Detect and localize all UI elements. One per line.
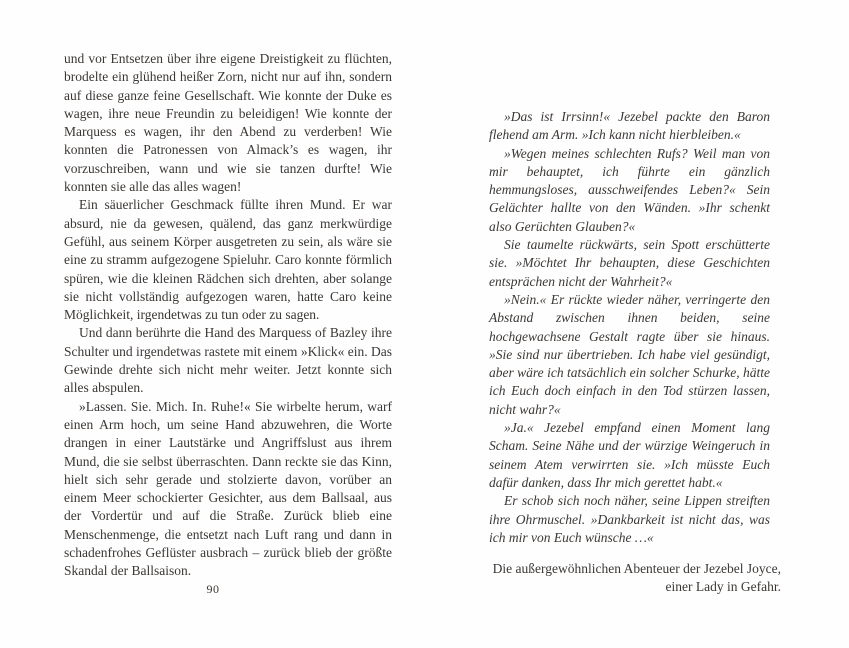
attribution-line-1: Die außergewöhnlichen Abenteuer der Jezebel Joyce, <box>492 561 781 577</box>
body-paragraph: Ein säuerlicher Geschmack füllte ihren Mund. Er war absurd, nie da gewesen, quälend, das ganz merkwürdige Gefühl, aus seinem Körper ausgetreten zu sein, als wäre sie eine zu stramm aufgezogene Spieluhr. Caro konnte förmlich spüren, wie die kleinen Rädchen sich drehten, aber solange sie nicht vollständig aufgezogen waren, hatte Caro keine Möglichkeit, irgendetwas zu tun oder zu sagen. <box>64 197 392 323</box>
body-paragraph: und vor Entsetzen über ihre eigene Dreistigkeit zu flüchten, brodelte ein glühend heißer Zorn, nicht nur auf ihn, sondern auf diese ganze feine Gesellschaft. Wie konnte der Duke es wagen, ihre neue Freundin zu beleidigen! Wie konnte der Marquess es wagen, ihr den Abend zu verderben! Wie konnten die Patronessen von Almack’s es wagen, ihr vorzuschreiben, wann und wie sie tanzen durfte! Wie konnten sie alle das alles wagen! <box>64 51 392 195</box>
page-left-text-block <box>64 50 392 581</box>
excerpt-paragraph: Sie taumelte rückwärts, sein Spott erschütterte sie. »Möchtet Ihr behaupten, diese Geschichten entsprächen nicht der Wahrheit?« <box>489 237 770 289</box>
body-paragraph: Und dann berührte die Hand des Marquess of Bazley ihre Schulter und irgendetwas rastete mit einem »Klick« ein. Das Gewinde drehte sich nicht mehr weiter. Jetzt konnte sich alles abspulen. <box>64 325 392 396</box>
excerpt-paragraph: »Nein.« Er rückte wieder näher, verringerte den Abstand zwischen ihnen beiden, seine hochgewachsene Gestalt ragte über sie hinaus. »Sie sind nur übertrieben. Ich habe viel gesündigt, aber wäre ich tatsächlich ein solcher Schurke, hätte ich Euch doch einfach in den Tod stürzen lassen, nicht wahr?« <box>489 291 770 417</box>
body-paragraph: »Lassen. Sie. Mich. In. Ruhe!« Sie wirbelte herum, warf einen Arm hoch, um seine Hand abzuwehren, die Worte drangen in einer Lautstärke und Angriffslust aus ihrem Mund, die sie selbst überraschten. Dann reckte sie das Kinn, hielt sich sehr gerade und stolzierte davon, vorüber an einem Meer schockierter Gesichter, aus dem Ballsaal, aus der Vordertür und auf die Straße. Zurück blieb eine Menschenmenge, die entsetzt nach Luft rang und dann in schadenfrohes Geflüster ausbrach – zurück blieb der größte Skandal der Ballsaison. <box>64 398 392 579</box>
attribution-line-2: einer Lady in Gefahr. <box>665 579 781 595</box>
excerpt-paragraph: »Ja.« Jezebel empfand einen Moment lang Scham. Seine Nähe und der würzige Weingeruch in seinem Atem verwirrten sie. »Ich müsste Euch dafür danken, dass Ihr mich gerettet habt.« <box>489 420 770 490</box>
page-right-text-block <box>489 108 781 597</box>
page-number: 90 <box>206 582 220 596</box>
excerpt-paragraph: »Wegen meines schlechten Rufs? Weil man von mir behauptet, ich führte ein gänzlich hemmungsloses, ausschweifendes Leben?« Sein Gelächter hallte von den Wänden. »Ihr schenkt also Gerüchten Glauben?« <box>489 145 770 234</box>
excerpt-paragraph: »Das ist Irrsinn!« Jezebel packte den Baron flehend am Arm. »Ich kann nicht hierbleiben.« <box>489 109 770 143</box>
book-attribution <box>489 560 781 597</box>
excerpt-paragraph: Er schob sich noch näher, seine Lippen streiften ihre Ohrmuschel. »Dankbarkeit ist nicht das, was ich mir von Euch wünsche …« <box>489 493 770 545</box>
